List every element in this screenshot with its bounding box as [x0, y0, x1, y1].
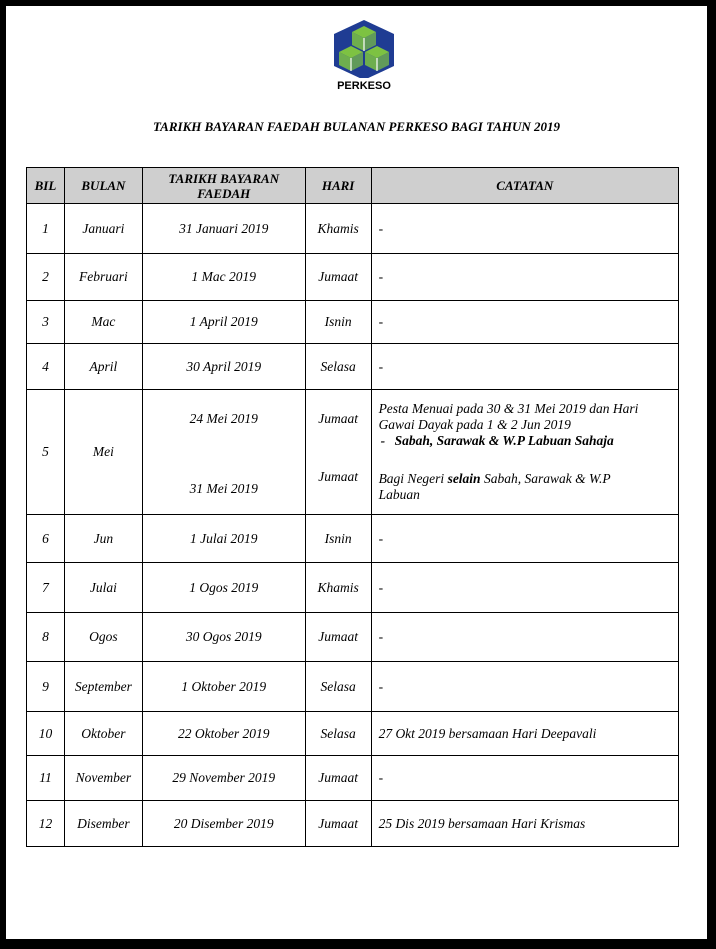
cell-tarikh: 29 November 2019 — [142, 756, 305, 801]
table-row — [27, 712, 679, 756]
cell-tarikh-b: 31 Mei 2019 — [189, 481, 258, 496]
table-row — [27, 254, 679, 301]
cell-bil: 10 — [27, 712, 65, 756]
cell-catatan: - — [371, 301, 678, 344]
cell-bulan: November — [64, 756, 142, 801]
header-catatan: CATATAN — [371, 168, 678, 204]
cell-bulan: September — [64, 662, 142, 712]
perkeso-logo-icon — [324, 18, 404, 78]
cell-catatan: - — [371, 254, 678, 301]
table-row — [27, 801, 679, 847]
cell-hari: Isnin — [305, 515, 371, 563]
table-row-mei — [27, 390, 679, 515]
cell-hari — [305, 390, 371, 515]
cell-hari: Isnin — [305, 301, 371, 344]
table-row — [27, 301, 679, 344]
cell-bulan: Julai — [64, 563, 142, 613]
table-row — [27, 662, 679, 712]
cell-tarikh: 22 Oktober 2019 — [142, 712, 305, 756]
cell-bil: 11 — [27, 756, 65, 801]
cell-hari: Selasa — [305, 662, 371, 712]
cell-bulan: Oktober — [64, 712, 142, 756]
cell-bil: 3 — [27, 301, 65, 344]
table-row — [27, 344, 679, 390]
cell-catatan: 27 Okt 2019 bersamaan Hari Deepavali — [371, 712, 678, 756]
table-header-row — [27, 168, 679, 204]
cell-catatan: - — [371, 204, 678, 254]
header-bil: BIL — [27, 168, 65, 204]
cell-tarikh: 20 Disember 2019 — [142, 801, 305, 847]
document-page — [6, 6, 707, 939]
catatan-a-bold: Sabah, Sarawak & W.P Labuan Sahaja — [394, 433, 614, 448]
logo-text: PERKESO — [337, 80, 391, 92]
header-hari: HARI — [305, 168, 371, 204]
cell-tarikh: 30 April 2019 — [142, 344, 305, 390]
header-tarikh-line2: FAEDAH — [197, 185, 251, 201]
catatan-a-line2: Gawai Dayak pada 1 & 2 Jun 2019 — [378, 417, 571, 432]
cell-hari: Selasa — [305, 712, 371, 756]
cell-hari: Jumaat — [305, 254, 371, 301]
cell-bulan: Januari — [64, 204, 142, 254]
table-row — [27, 515, 679, 563]
cell-tarikh: 1 April 2019 — [142, 301, 305, 344]
cell-hari: Khamis — [305, 204, 371, 254]
cell-bulan: Mac — [64, 301, 142, 344]
cell-catatan — [371, 390, 678, 515]
cell-bil: 6 — [27, 515, 65, 563]
cell-bil: 1 — [27, 204, 65, 254]
header-tarikh — [142, 168, 305, 204]
perkeso-logo — [324, 18, 404, 94]
cell-bulan: Ogos — [64, 613, 142, 662]
cell-catatan: - — [371, 344, 678, 390]
table-row — [27, 204, 679, 254]
payment-schedule-table — [26, 167, 679, 847]
catatan-b-pre: Bagi Negeri — [378, 471, 448, 486]
cell-tarikh — [142, 390, 305, 515]
table-row — [27, 756, 679, 801]
cell-bil: 12 — [27, 801, 65, 847]
header-tarikh-line1: TARIKH BAYARAN — [168, 170, 280, 186]
cell-bulan: April — [64, 344, 142, 390]
catatan-b-line1 — [379, 471, 678, 487]
cell-bulan: Jun — [64, 515, 142, 563]
cell-catatan: - — [371, 662, 678, 712]
cell-catatan: - — [371, 515, 678, 563]
cell-tarikh: 31 Januari 2019 — [142, 204, 305, 254]
cell-tarikh-a: 24 Mei 2019 — [189, 411, 258, 426]
cell-bil: 5 — [27, 390, 65, 515]
table-row — [27, 563, 679, 613]
catatan-b-bold: selain — [447, 471, 481, 486]
catatan-a-line1: Pesta Menuai pada 30 & 31 Mei 2019 dan Hari — [378, 401, 639, 416]
cell-hari: Selasa — [305, 344, 371, 390]
cell-catatan: - — [371, 756, 678, 801]
cell-bulan: Februari — [64, 254, 142, 301]
cell-bil: 2 — [27, 254, 65, 301]
cell-hari: Jumaat — [305, 613, 371, 662]
cell-tarikh: 1 Oktober 2019 — [142, 662, 305, 712]
cell-catatan: - — [371, 563, 678, 613]
cell-bil: 4 — [27, 344, 65, 390]
cell-bil: 9 — [27, 662, 65, 712]
header-bulan: BULAN — [64, 168, 142, 204]
cell-tarikh: 1 Ogos 2019 — [142, 563, 305, 613]
cell-hari: Khamis — [305, 563, 371, 613]
cell-bulan: Mei — [64, 390, 142, 515]
catatan-b-post: Sabah, Sarawak & W.P — [480, 471, 611, 486]
cell-bulan: Disember — [64, 801, 142, 847]
cell-hari: Jumaat — [305, 756, 371, 801]
table-row — [27, 613, 679, 662]
cell-hari-b: Jumaat — [318, 469, 358, 484]
cell-hari-a: Jumaat — [318, 411, 358, 426]
catatan-a-bullet: - — [380, 433, 386, 448]
cell-tarikh: 1 Mac 2019 — [142, 254, 305, 301]
cell-catatan: 25 Dis 2019 bersamaan Hari Krismas — [371, 801, 678, 847]
cell-tarikh: 30 Ogos 2019 — [142, 613, 305, 662]
page-title: TARIKH BAYARAN FAEDAH BULANAN PERKESO BAGI TAHUN 2019 — [152, 119, 561, 134]
cell-bil: 7 — [27, 563, 65, 613]
cell-bil: 8 — [27, 613, 65, 662]
cell-tarikh: 1 Julai 2019 — [142, 515, 305, 563]
cell-hari: Jumaat — [305, 801, 371, 847]
catatan-a-bullet-line — [379, 433, 678, 449]
cell-catatan: - — [371, 613, 678, 662]
catatan-b-line2: Labuan — [378, 487, 420, 502]
